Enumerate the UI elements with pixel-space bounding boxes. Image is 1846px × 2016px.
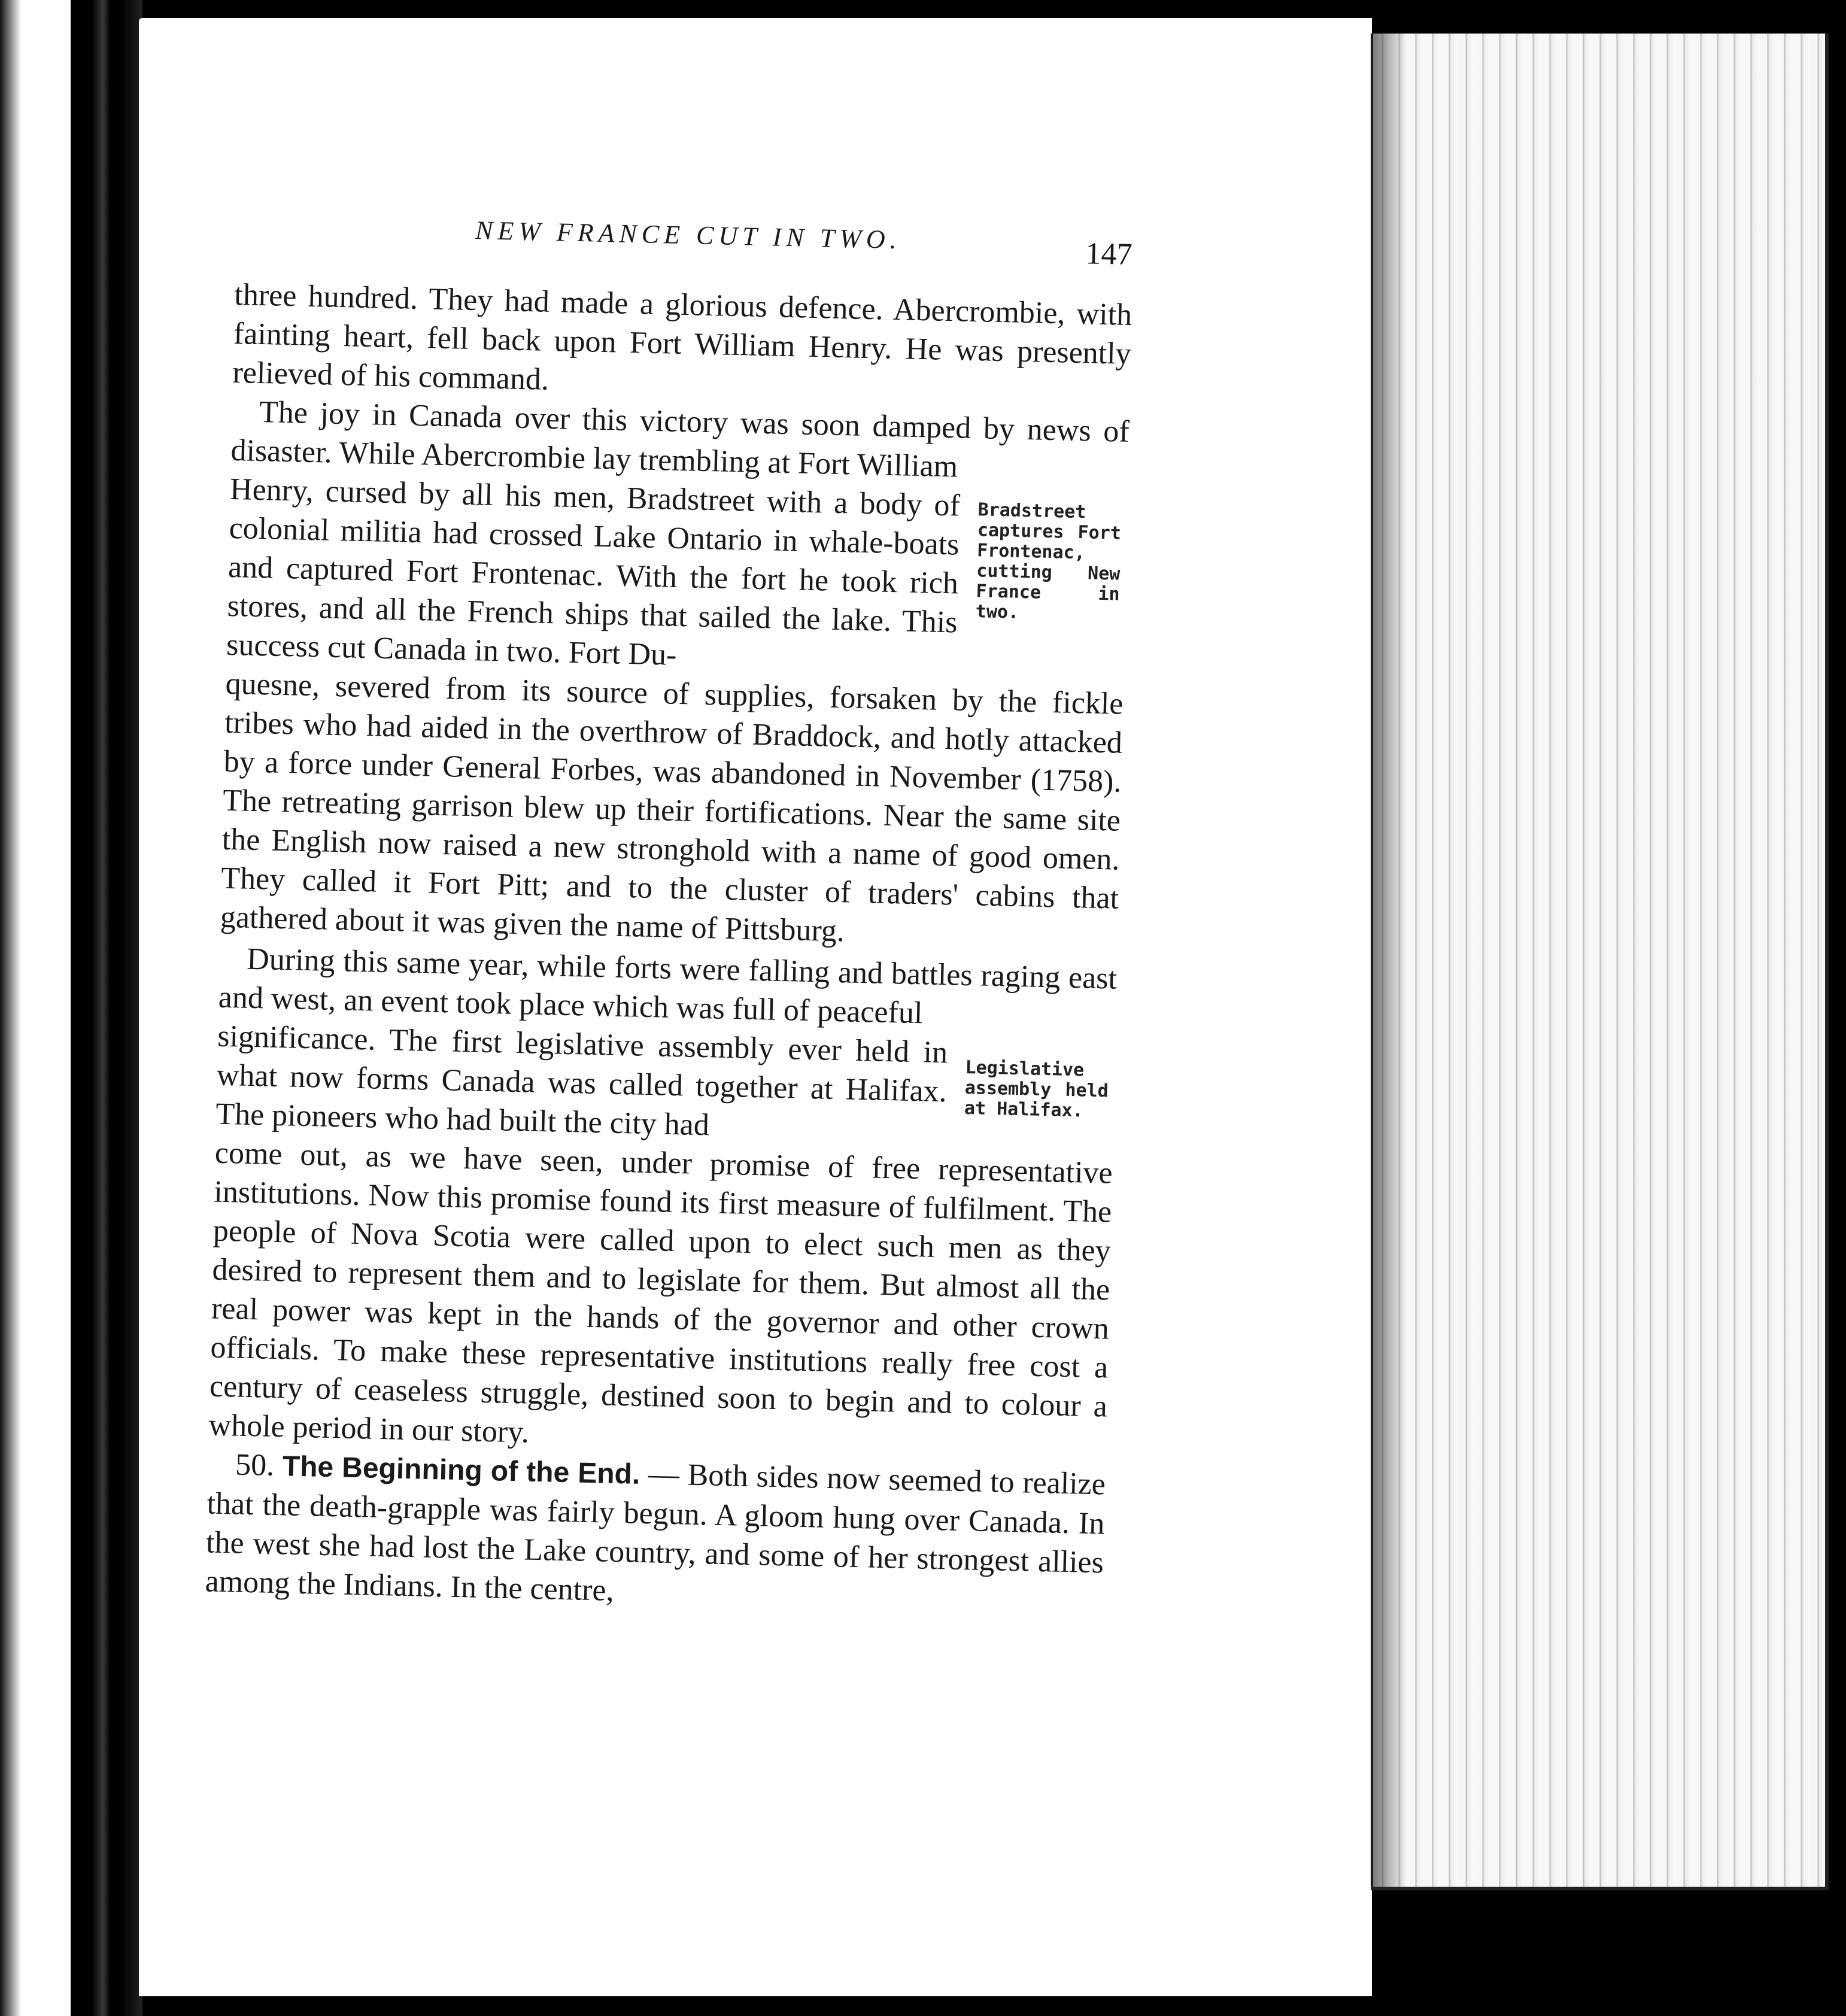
paragraph-2-top: The joy in Canada over this victory was soon damped by news of disaster. While Abercrombie lay trembling at Fort William <box>230 394 1130 484</box>
page-content <box>205 204 1134 1621</box>
section-number: 50. <box>235 1447 275 1483</box>
page-stack-edge <box>1371 34 1829 1890</box>
page-stack-shadow <box>1371 34 1407 1887</box>
previous-page-edge <box>0 0 71 2016</box>
paragraph-3-top: During this same year, while forts were falling and battles raging east and west, an event took place which was full of peaceful <box>218 942 1118 1031</box>
body-text <box>205 275 1133 1621</box>
paragraph-4 <box>205 1444 1106 1621</box>
sidenote-legislative: Legislative assembly held at Halifax. <box>964 1056 1109 1122</box>
page-number: 147 <box>1085 236 1133 272</box>
paragraph-2-side: Henry, cursed by all his men, Bradstreet with a body of colonial militia had crossed Lake Ontario in whale-boats and captured Fort Frontenac. With the fort he took rich stores, and all the French ships that sailed the lake. This success cut Canada in two. Fort Du- <box>226 472 961 672</box>
book-gutter <box>71 0 142 2016</box>
paragraph-2-rest: quesne, severed from its source of supplies, forsaken by the fickle tribes who had aided in the overthrow of Braddock, and hotly attacked by a force under General Forbes, was abandoned in November (1758). The retreating garrison blew up their fortifications. Near the same site the English now raised a new stronghold with a name of good omen. They called it Fort Pitt; and to the cluster of traders' cabins that gathered about it was given the name of Pittsburg. <box>220 666 1124 949</box>
paragraph-3-rest: come out, as we have seen, under promise of free representative institutions. Now this promise found its first measure of fulfilment. The people of Nova Scotia were called upon to elect such men as they desired to represent them and to legislate for them. But almost all the real power was kept in the hands of the governor and other crown officials. To make these representative institutions really free cost a century of ceaseless struggle, destined soon to begin and to colour a whole period in our story. <box>208 1135 1113 1450</box>
paragraph-4-text: — Both sides now seemed to realize that the death-grapple was fairly begun. A gloom hung over Canada. In the west she had lost the Lake country, and some of her strongest allies among the Indians. In the centre, <box>205 1457 1106 1608</box>
paragraph-3-with-sidenote <box>215 1017 1116 1154</box>
section-heading: The Beginning of the End. <box>282 1450 640 1490</box>
sidenote-bradstreet: Bradstreet captures Fort Frontenac, cutting New France in two. <box>975 499 1122 623</box>
running-title: NEW FRANCE CUT IN TWO. <box>475 215 902 255</box>
paragraph-1: three hundred. They had made a glorious defence. Abercrombie, with fainting heart, fell back upon Fort William Henry. He was presently relieved of his command. <box>232 277 1133 397</box>
paragraph-3-side: significance. The first legislative assembly ever held in what now forms Canada was called together at Halifax. The pioneers who had built the city had <box>215 1019 948 1143</box>
paragraph-2-with-sidenote <box>226 470 1128 685</box>
